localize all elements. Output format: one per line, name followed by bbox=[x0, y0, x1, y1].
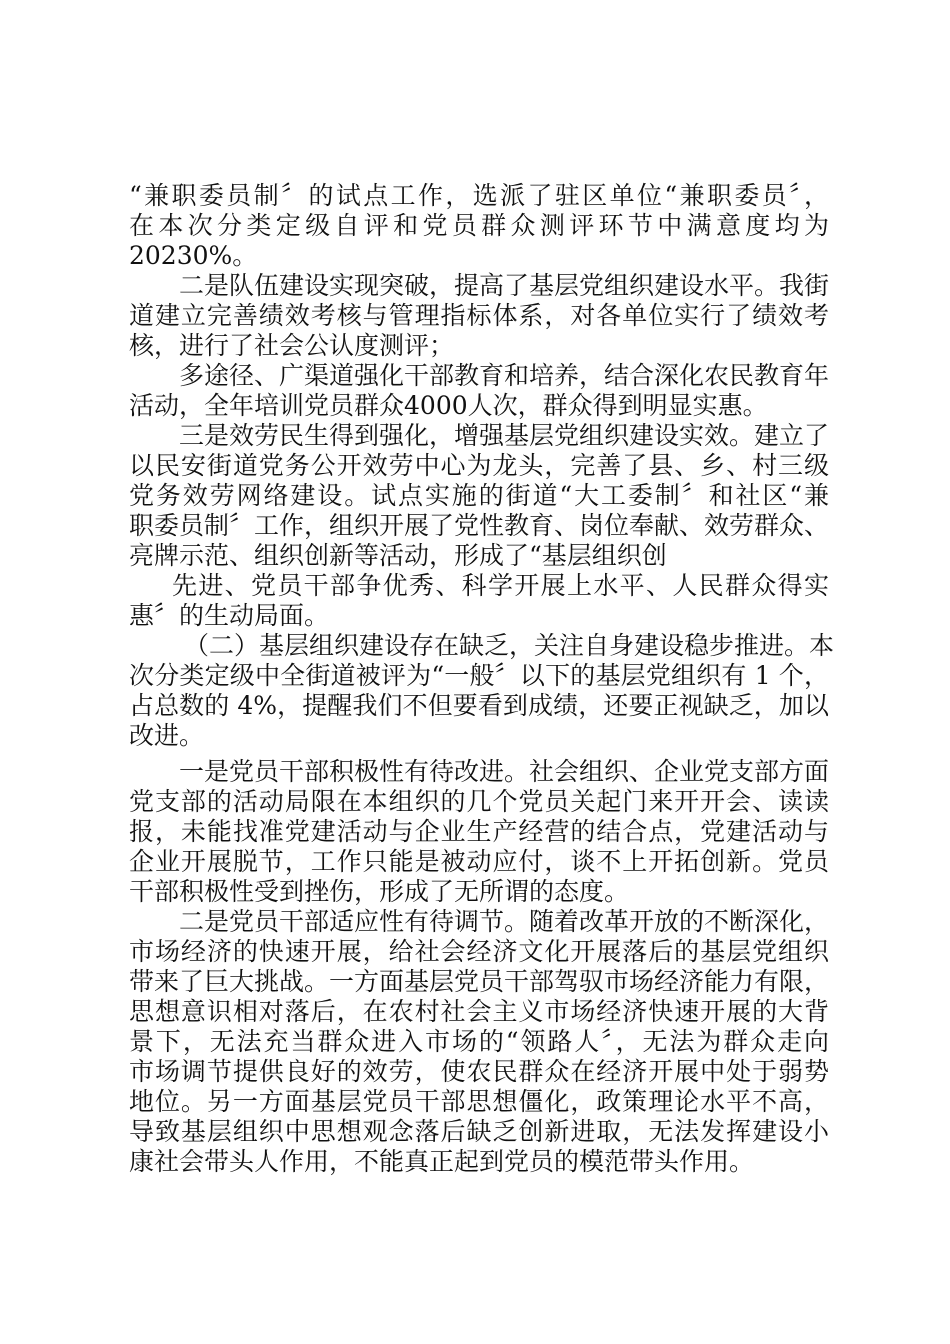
text-line: 在本次分类定级自评和党员群众测评环节中满意度均为 bbox=[129, 211, 829, 240]
text-line: 多途径、广渠道强化干部教育和培养，结合深化农民教育年 bbox=[179, 361, 830, 390]
text-line: 党支部的活动局限在本组织的几个党员关起门来开开会、读读 bbox=[129, 787, 829, 816]
text-line: 二是党员干部适应性有待调节。随着改革开放的不断深化， bbox=[179, 907, 830, 936]
text-line: 市场经济的快速开展，给社会经济文化开展落后的基层党组织 bbox=[129, 937, 829, 966]
text-line: 干部积极性受到挫伤，形成了无所谓的态度。 bbox=[129, 877, 630, 906]
text-line: 三是效劳民生得到强化，增强基层党组织建设实效。建立了 bbox=[179, 421, 830, 450]
text-line: 地位。另一方面基层党员干部思想僵化，政策理论水平不高， bbox=[129, 1087, 829, 1116]
text-line: 亮牌示范、组织创新等活动，形成了“基层组织创 bbox=[129, 541, 667, 570]
text-line: 核，进行了社会公认度测评； bbox=[129, 331, 455, 360]
text-line: 活动，全年培训党员群众4000人次，群众得到明显实惠。 bbox=[129, 391, 768, 420]
text-line: 报，未能找准党建活动与企业生产经营的结合点，党建活动与 bbox=[129, 817, 829, 846]
text-line: 企业开展脱节，工作只能是被动应付，谈不上开拓创新。党员 bbox=[129, 847, 829, 876]
text-line: 带来了巨大挑战。一方面基层党员干部驾驭市场经济能力有限， bbox=[129, 967, 830, 996]
text-line: 20230%。 bbox=[129, 241, 258, 270]
text-line: （二）基层组织建设存在缺乏，关注自身建设稳步推进。本 bbox=[184, 631, 835, 660]
text-line: 占总数的 4%，提醒我们不但要看到成绩，还要正视缺乏，加以 bbox=[129, 691, 829, 720]
text-line: 导致基层组织中思想观念落后缺乏创新进取，无法发挥建设小 bbox=[129, 1117, 829, 1146]
text-line: 职委员制〞工作，组织开展了党性教育、岗位奉献、效劳群众、 bbox=[129, 511, 830, 540]
text-line: 次分类定级中全街道被评为“一般〞以下的基层党组织有 1 个， bbox=[129, 661, 829, 690]
text-line: 先进、党员干部争优秀、科学开展上水平、人民群众得实 bbox=[172, 571, 829, 600]
text-line: 二是队伍建设实现突破，提高了基层党组织建设水平。我街 bbox=[179, 271, 830, 300]
text-line: 惠〞的生动局面。 bbox=[129, 601, 330, 630]
text-line: 道建立完善绩效考核与管理指标体系，对各单位实行了绩效考 bbox=[129, 301, 829, 330]
text-line: 党务效劳网络建设。试点实施的街道“大工委制〞和社区“兼 bbox=[129, 481, 829, 510]
text-line: 以民安街道党务公开效劳中心为龙头，完善了县、乡、村三级 bbox=[129, 451, 829, 480]
text-line: 市场调节提供良好的效劳，使农民群众在经济开展中处于弱势 bbox=[129, 1057, 829, 1086]
text-line: 景下，无法充当群众进入市场的“领路人〞，无法为群众走向 bbox=[129, 1027, 829, 1056]
text-line: 康社会带头人作用，不能真正起到党员的模范带头作用。 bbox=[129, 1147, 755, 1176]
text-line: “兼职委员制〞的试点工作，选派了驻区单位“兼职委员〞， bbox=[129, 181, 829, 210]
text-line: 一是党员干部积极性有待改进。社会组织、企业党支部方面 bbox=[179, 757, 830, 786]
text-line: 思想意识相对落后，在农村社会主义市场经济快速开展的大背 bbox=[129, 997, 829, 1026]
text-line: 改进。 bbox=[129, 721, 205, 750]
